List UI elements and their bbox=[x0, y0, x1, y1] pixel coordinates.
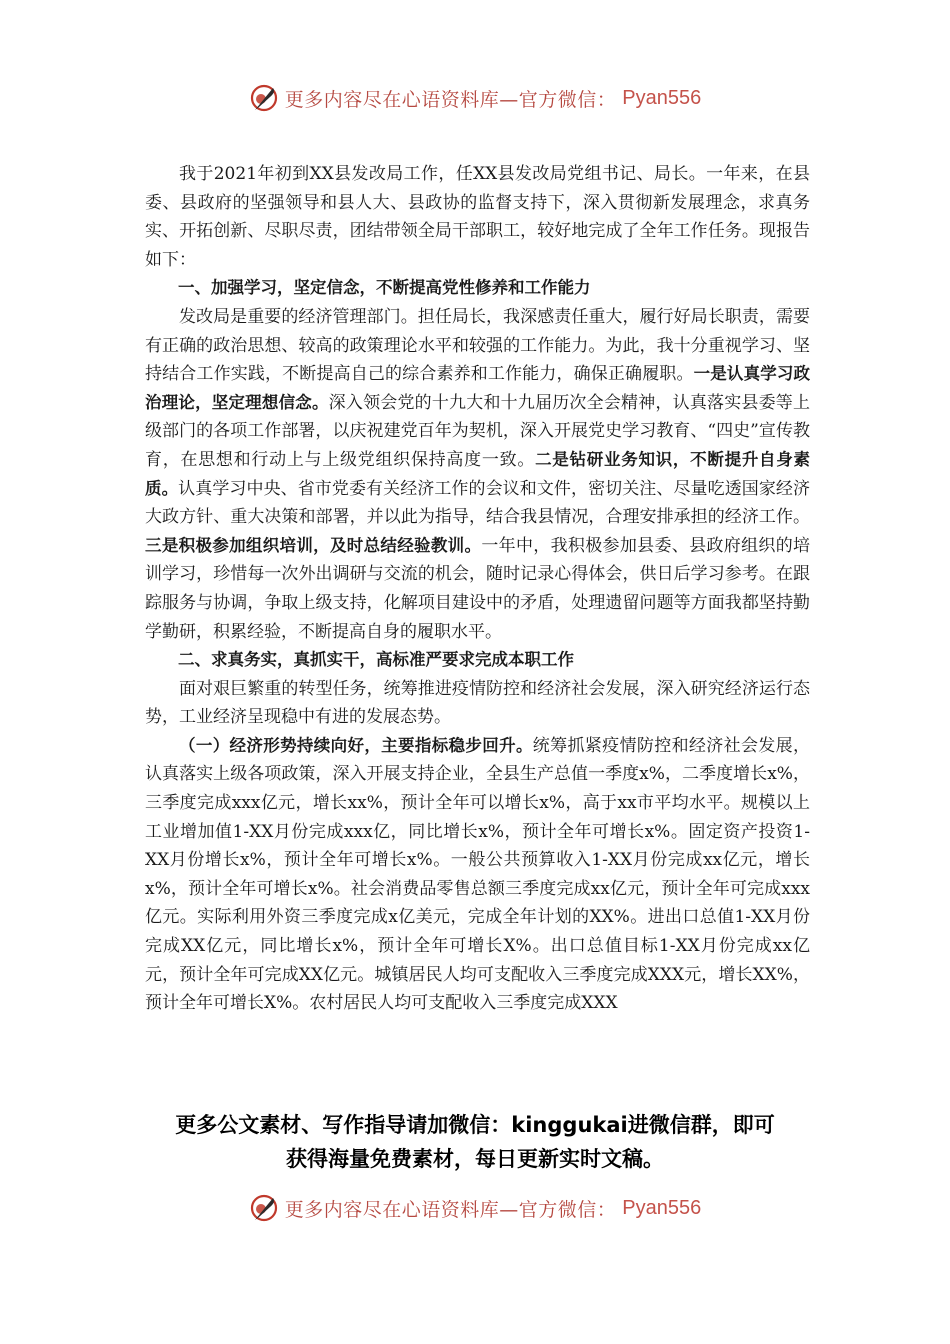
paragraph: 我于2021年初到XX县发改局工作，任XX县发改局党组书记、局长。一年来，在县委、县政府的坚强领导和县人大、县政协的监督支持下，深入贯彻新发展理念，求真务实、开拓创新、尽职尽责，团结带领全局干部职工，较好地完成了全年工作任务。现报告如下： bbox=[145, 164, 810, 270]
promo-line: 更多公文素材、写作指导请加微信：kinggukai进微信群，即可 bbox=[175, 1113, 775, 1137]
bold-point: 三是积极参加组织培训，及时总结经验教训。 bbox=[145, 535, 482, 555]
bold-point: （一）经济形势持续向好，主要指标稳步回升。 bbox=[179, 735, 533, 755]
banner-text: 更多内容尽在心语资料库—官方微信： bbox=[284, 1198, 617, 1221]
header-banner bbox=[0, 83, 950, 123]
promo-notice bbox=[0, 1108, 950, 1176]
paragraph: 发改局是重要的经济管理部门。担任局长，我深感责任重大，履行好局长职责，需要有正确的政治思想、较高的政策理论水平和较强的工作能力。为此，我十分重视学习、坚持结合工作实践，不断提高自己的综合素养和工作能力，确保正确履职。一是认真学习政治理论，坚定理想信念。深入领会党的十九大和十九届历次全会精神，认真落实县委等上级部门的各项工作部署，以庆祝建党百年为契机，深入开展党史学习教育、“四史”宣传教育，在思想和行动上与上级党组织保持高度一致。二是钻研业务知识，不断提升自身素质。认真学习中央、省市党委有关经济工作的会议和文件，密切关注、尽量吃透国家经济大政方针、重大决策和部署，并以此为指导，结合我县情况，合理安排承担的经济工作。三是积极参加组织培训，及时总结经验教训。一年中，我积极参加县委、县政府组织的培训学习，珍惜每一次外出调研与交流的机会，随时记录心得体会，供日后学习参考。在跟踪服务与协调，争取上级支持，化解项目建设中的矛盾，处理遗留问题等方面我都坚持勤学勤研，积累经验，不断提高自身的履职水平。 bbox=[145, 306, 811, 642]
banner-text: 更多内容尽在心语资料库—官方微信： bbox=[284, 88, 617, 111]
section-heading: 一、加强学习，坚定信念，不断提高党性修养和工作能力 bbox=[178, 278, 591, 298]
promo-line: 获得海量免费素材，每日更新实时文稿。 bbox=[286, 1147, 664, 1171]
quill-logo-icon bbox=[249, 1193, 279, 1223]
paragraph: 面对艰巨繁重的转型任务，统筹推进疫情防控和经济社会发展，深入研究经济运行态势，工业经济呈现稳中有进的发展态势。 bbox=[145, 678, 810, 728]
bold-point: 一是认真学习政治理论，坚定理想信念。 bbox=[145, 364, 811, 412]
bold-point: 二是钻研业务知识，不断提升自身素质。 bbox=[145, 449, 811, 498]
quill-logo-icon bbox=[249, 83, 279, 113]
section-heading: 二、求真务实，真抓实干，高标准严要求完成本职工作 bbox=[178, 650, 574, 670]
paragraph: （一）经济形势持续向好，主要指标稳步回升。统筹抓紧疫情防控和经济社会发展，认真落实上级各项政策，深入开展支持企业，全县生产总值一季度x%，二季度增长x%，三季度完成xxx亿元，增长xx%，预计全年可以增长x%，高于xx市平均水平。规模以上工业增加值1-XX月份完成xxx亿，同比增长x%，预计全年可增长x%。固定资产投资1-XX月份增长x%，预计全年可增长x%。一般公共预算收入1-XX月份完成xx亿元，增长x%，预计全年可增长x%。社会消费品零售总额三季度完成xx亿元，预计全年可完成xxx亿元。实际利用外资三季度完成x亿美元，完成全年计划的XX%。进出口总值1-XX月份完成XX亿元，同比增长x%，预计全年可增长X%。出口总值目标1-XX月份完成xx亿元，预计全年可完成XX亿元。城镇居民人均可支配收入三季度完成XXX元，增长XX%，预计全年可增长X%。农村居民人均可支配收入三季度完成XXX bbox=[145, 735, 811, 1014]
banner-wechat-id: Pyan556 bbox=[622, 1196, 702, 1219]
footer-banner bbox=[0, 1193, 950, 1233]
document-body bbox=[145, 160, 810, 1018]
banner-wechat-id: Pyan556 bbox=[622, 86, 702, 109]
